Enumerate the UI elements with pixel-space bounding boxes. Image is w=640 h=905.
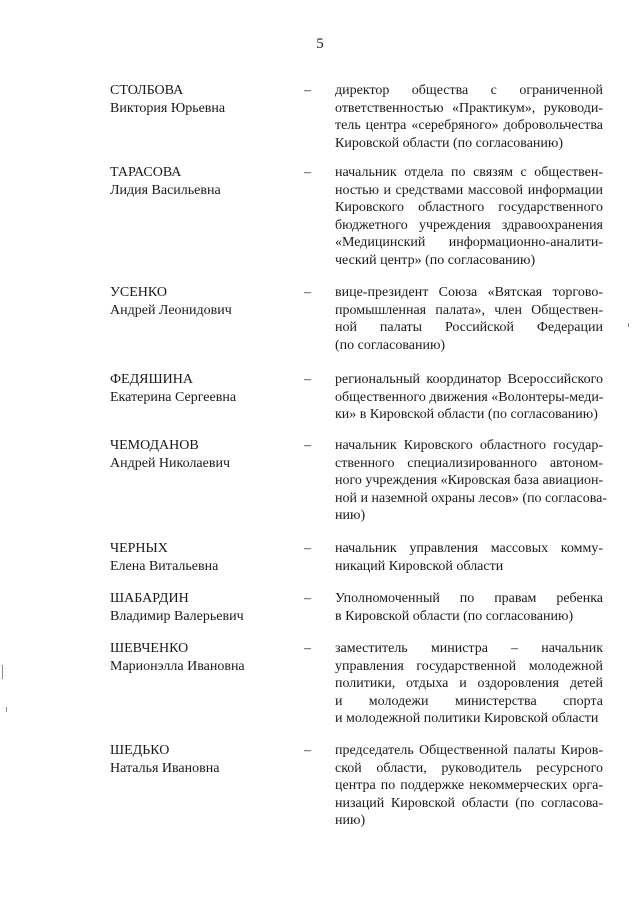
position-line: заместитель министра – начальник xyxy=(335,641,603,656)
position-line: и молодежной политики Кировской области xyxy=(335,711,599,727)
member-name xyxy=(110,82,225,117)
position-line: ки» в Кировской области (по согласованию) xyxy=(335,407,598,423)
member-name xyxy=(110,590,244,625)
position-line: председатель Общественной палаты Киров- xyxy=(335,743,603,758)
separator-dash: – xyxy=(304,165,311,180)
scan-artifact xyxy=(628,323,629,327)
position-line: ной палаты Российской Федерации xyxy=(335,320,603,336)
member-name xyxy=(110,371,236,406)
member-surname: ШЕДЬКО xyxy=(110,743,170,758)
member-name xyxy=(110,540,218,575)
separator-dash: – xyxy=(304,285,311,300)
position-line: управления государственной молодежной xyxy=(335,658,603,674)
member-position xyxy=(335,82,603,152)
position-line: региональный координатор Всероссийского xyxy=(335,372,603,387)
separator-dash: – xyxy=(304,372,311,387)
position-line: ответственностью «Практикум», руководи- xyxy=(335,100,603,116)
position-line: нию) xyxy=(335,813,366,829)
member-position xyxy=(335,371,603,424)
position-line: ностью и средствами массовой информации xyxy=(335,182,603,198)
member-position xyxy=(335,590,603,625)
member-given-names: Елена Витальевна xyxy=(110,558,219,574)
position-line: ской области, руководитель ресурсного xyxy=(335,760,603,776)
position-line: Кировского областного государственного xyxy=(335,200,603,216)
scan-artifact xyxy=(6,707,7,712)
position-line: тель центра «серебряного» добровольчества xyxy=(335,118,603,134)
member-given-names: Наталья Ивановна xyxy=(110,760,220,776)
position-line: начальник отдела по связям с обществен- xyxy=(335,165,603,180)
member-given-names: Андрей Николаевич xyxy=(110,455,230,471)
position-line: вице-президент Союза «Вятская торгово- xyxy=(335,285,603,300)
position-line: ной и наземной охраны лесов» (по согласова- xyxy=(335,490,608,506)
member-name xyxy=(110,164,221,199)
position-line: никаций Кировской области xyxy=(335,558,504,574)
separator-dash: – xyxy=(304,541,311,556)
position-line: промышленная палата», член Обществен- xyxy=(335,302,603,318)
separator-dash: – xyxy=(304,591,311,606)
scan-artifact xyxy=(2,665,3,679)
member-given-names: Виктория Юрьевна xyxy=(110,100,226,116)
position-line: «Медицинский информационно-аналити- xyxy=(335,235,603,251)
position-line: начальник управления массовых комму- xyxy=(335,541,603,556)
member-name xyxy=(110,742,219,777)
separator-dash: – xyxy=(304,438,311,453)
member-position xyxy=(335,742,603,830)
member-name xyxy=(110,284,232,319)
member-given-names: Марионэлла Ивановна xyxy=(110,658,245,674)
position-line: ческий центр» (по согласованию) xyxy=(335,252,536,268)
member-surname: ШАБАРДИН xyxy=(110,591,189,606)
member-position xyxy=(335,164,603,270)
member-name xyxy=(110,640,245,675)
member-given-names: Лидия Васильевна xyxy=(110,182,221,198)
member-given-names: Андрей Леонидович xyxy=(110,302,232,318)
position-line: Кировской области (по согласованию) xyxy=(335,135,564,151)
member-name xyxy=(110,437,230,472)
member-position xyxy=(335,640,603,728)
separator-dash: – xyxy=(304,641,311,656)
separator-dash: – xyxy=(304,743,311,758)
member-surname: ЧЕМОДАНОВ xyxy=(110,438,199,453)
member-surname: ФЕДЯШИНА xyxy=(110,372,193,387)
member-position xyxy=(335,284,603,354)
member-surname: ШЕВЧЕНКО xyxy=(110,641,189,656)
position-line: нию) xyxy=(335,508,366,524)
position-line: центра по поддержке некоммерческих орга- xyxy=(335,778,603,794)
member-surname: УСЕНКО xyxy=(110,285,168,300)
member-surname: СТОЛБОВА xyxy=(110,83,184,98)
separator-dash: – xyxy=(304,83,311,98)
member-given-names: Владимир Валерьевич xyxy=(110,608,244,624)
member-surname: ТАРАСОВА xyxy=(110,165,182,180)
position-line: начальник Кировского областного государ- xyxy=(335,438,603,453)
member-position xyxy=(335,540,603,575)
position-line: и молодежи министерства спорта xyxy=(335,693,603,709)
position-line: ственного специализированного автоном- xyxy=(335,455,603,471)
position-line: низаций Кировской области (по согласова- xyxy=(335,795,603,811)
position-line: политики, отдыха и оздоровления детей xyxy=(335,676,603,692)
position-line: бюджетного учреждения здравоохранения xyxy=(335,217,603,233)
position-line: ного учреждения «Кировская база авиацион- xyxy=(335,473,604,489)
position-line: директор общества с ограниченной xyxy=(335,83,603,98)
position-line: (по согласованию) xyxy=(335,337,446,353)
member-surname: ЧЕРНЫХ xyxy=(110,541,168,556)
position-line: Уполномоченный по правам ребенка xyxy=(335,591,603,606)
position-line: общественного движения «Волонтеры-меди- xyxy=(335,389,604,405)
member-position xyxy=(335,437,608,525)
member-given-names: Екатерина Сергеевна xyxy=(110,389,237,405)
page-number: 5 xyxy=(316,36,324,52)
position-line: в Кировской области (по согласованию) xyxy=(335,608,574,624)
